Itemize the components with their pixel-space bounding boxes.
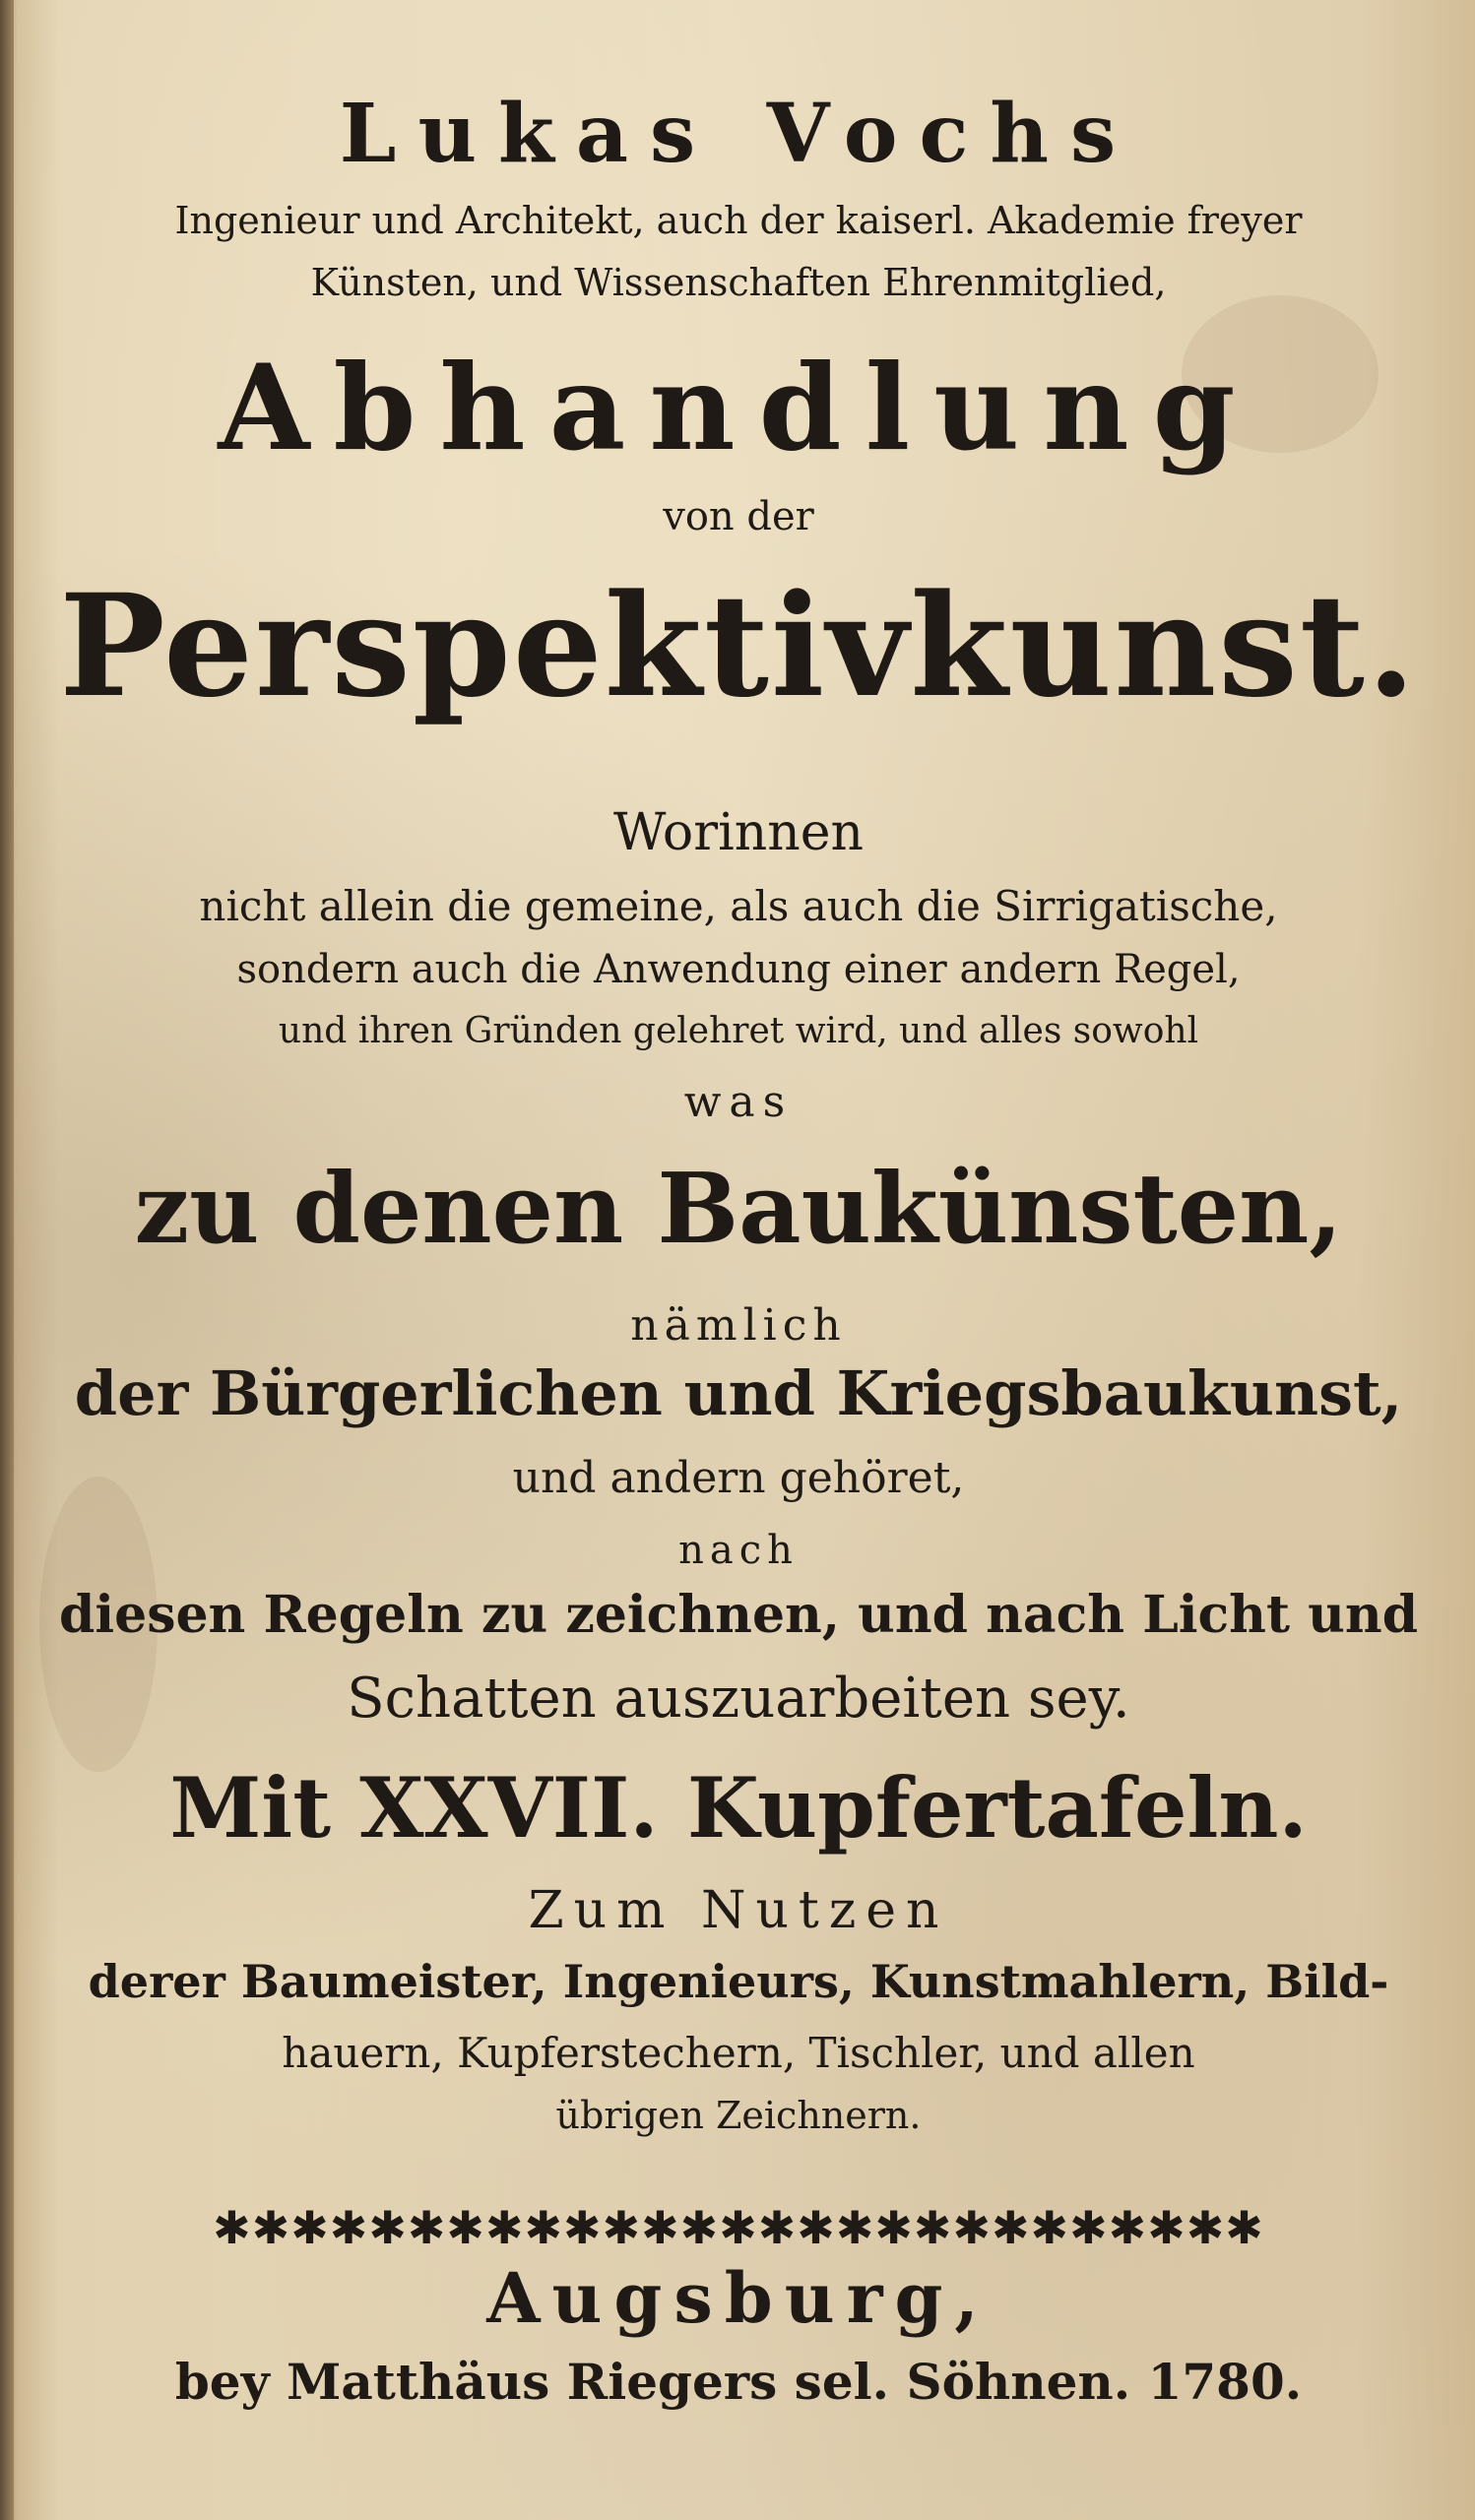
description-12: Schatten auszuarbeiten sey. xyxy=(347,1667,1130,1731)
imprint-publisher: bey Matthäus Riegers sel. Söhnen. 1780. xyxy=(174,2353,1303,2411)
description-10: nach xyxy=(678,1528,799,1573)
work-title-1: Abhandlung xyxy=(218,339,1259,477)
work-title-3: Perspektivkunst. xyxy=(59,563,1418,728)
use-line-3: hauern, Kupferstechern, Tischler, und allen xyxy=(282,2029,1195,2077)
author-title-2: Künsten, und Wissenschaften Ehrenmitglied, xyxy=(310,261,1167,304)
binding-edge xyxy=(0,0,14,2520)
description-7: nämlich xyxy=(630,1300,847,1351)
plates-note: Mit XXVII. Kupfertafeln. xyxy=(169,1759,1308,1857)
description-8: der Bürgerlichen und Kriegsbaukunst, xyxy=(74,1357,1403,1429)
description-9: und andern gehöret, xyxy=(512,1453,965,1503)
description-4: und ihren Gründen gelehret wird, und alles sowohl xyxy=(278,1011,1199,1051)
author-name: Lukas Vochs xyxy=(339,87,1138,181)
work-title-2: von der xyxy=(663,494,814,539)
use-line-1: Zum Nutzen xyxy=(528,1881,949,1940)
use-line-2: derer Baumeister, Ingenieurs, Kunstmahlern, Bild- xyxy=(88,1955,1389,2008)
description-6: zu denen Baukünsten, xyxy=(134,1153,1343,1266)
author-title-1: Ingenieur und Architekt, auch der kaiserl. Akademie freyer xyxy=(174,199,1303,242)
ornament-rule: ✱✱✱✱✱✱✱✱✱✱✱✱✱✱✱✱✱✱✱✱✱✱✱✱✱✱✱ xyxy=(213,2201,1264,2254)
description-3: sondern auch die Anwendung einer andern Regel, xyxy=(236,947,1241,992)
description-11: diesen Regeln zu zeichnen, und nach Licht und xyxy=(59,1585,1419,1645)
imprint-place: Augsburg, xyxy=(486,2257,991,2339)
use-line-4: übrigen Zeichnern. xyxy=(555,2094,922,2137)
description-1: Worinnen xyxy=(613,803,864,862)
description-5: was xyxy=(683,1077,794,1127)
description-2: nicht allein die gemeine, als auch die Sirrigatische, xyxy=(199,882,1278,930)
